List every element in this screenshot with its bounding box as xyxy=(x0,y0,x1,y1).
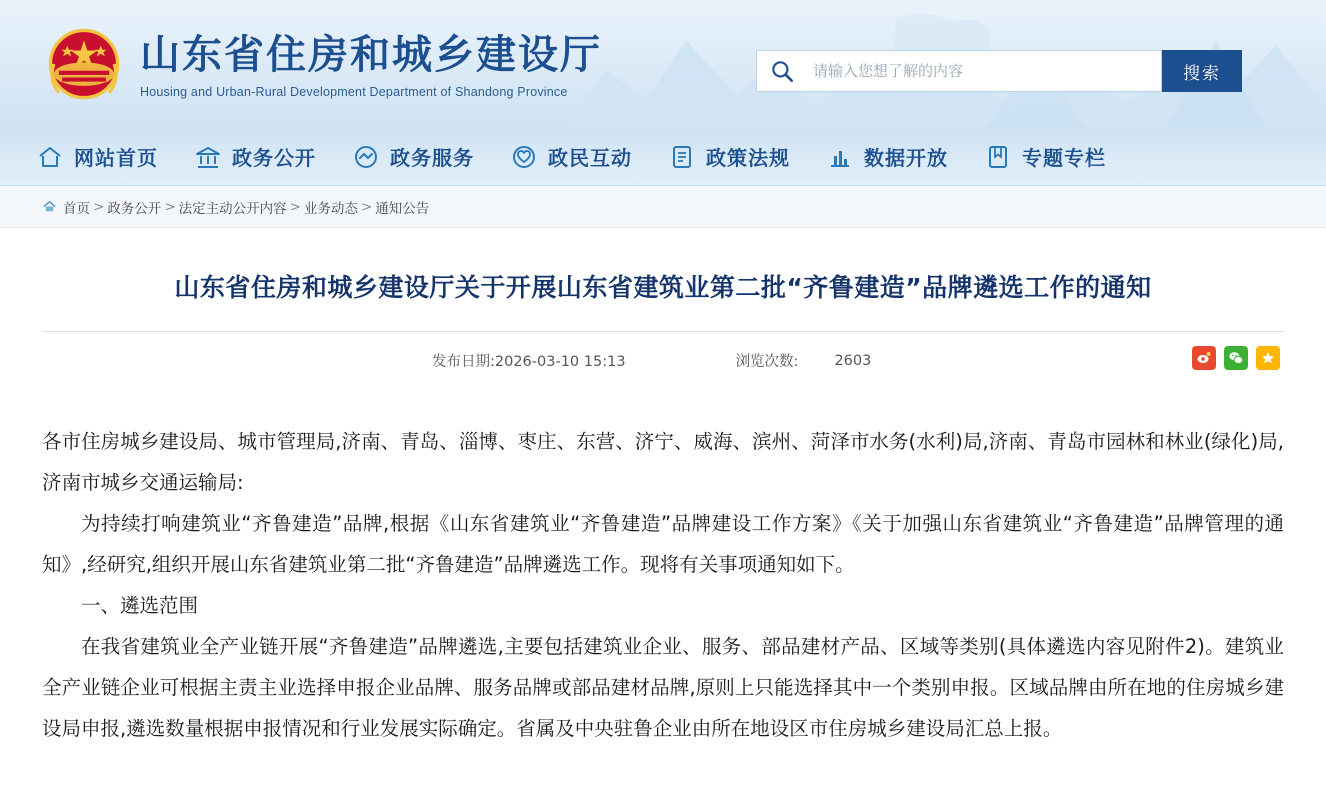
breadcrumb-item-statutory[interactable]: 法定主动公开内容 xyxy=(178,200,287,217)
nav-item-government-disclosure[interactable] xyxy=(194,142,316,171)
site-title-cn: 山东省住房和城乡建设厅 xyxy=(140,32,602,78)
nav-item-government-services[interactable] xyxy=(352,142,474,171)
national-emblem-icon xyxy=(42,22,126,106)
search-area xyxy=(756,50,1242,92)
article-section-heading: 一、遴选范围 xyxy=(81,594,199,617)
publish-date: 发布日期:2026-03-10 15:13 xyxy=(432,354,626,370)
breadcrumb-item-disclosure[interactable]: 政务公开 xyxy=(107,200,162,217)
nav-item-open-data[interactable] xyxy=(826,142,948,171)
handshake-icon xyxy=(352,143,380,171)
share-buttons xyxy=(1192,346,1280,370)
article-body xyxy=(42,385,1284,749)
weibo-share-icon[interactable] xyxy=(1192,346,1216,370)
nav-label: 政民互动 xyxy=(548,146,632,170)
breadcrumb-separator: > xyxy=(164,198,176,215)
breadcrumb-separator: > xyxy=(289,198,301,215)
site-title-block xyxy=(140,29,602,99)
article-meta xyxy=(42,332,1284,385)
nav-label: 数据开放 xyxy=(864,146,948,170)
article-paragraph: 在我省建筑业全产业链开展“齐鲁建造”品牌遴选,主要包括建筑业企业、服务、部品建材产品、区域等类别(具体遴选内容见附件2)。建筑业全产业链企业可根据主责主业选择申报企业品牌、服务品牌或部品建材品牌,原则上只能选择其中一个类别申报。区域品牌由所在地的住房城乡建设局申报,遴选数量根据申报情况和行业发展实际确定。省属及中央驻鲁企业由所在地设区市住房城乡建设局汇总上报。 xyxy=(42,635,1284,740)
search-button[interactable]: 搜索 xyxy=(1162,50,1242,92)
breadcrumb-item-business-news[interactable]: 业务动态 xyxy=(303,200,358,217)
site-title-en: Housing and Urban-Rural Development Department of Shandong Province xyxy=(140,85,568,99)
nav-label: 专题专栏 xyxy=(1022,146,1106,170)
nav-label: 政务公开 xyxy=(232,146,316,170)
article-paragraph: 各市住房城乡建设局、城市管理局,济南、青岛、淄博、枣庄、东营、济宁、威海、滨州、菏泽市水务(水利)局,济南、青岛市园林和林业(绿化)局,济南市城乡交通运输局: xyxy=(42,430,1284,494)
bookmark-icon xyxy=(984,143,1012,171)
main-navigation xyxy=(0,128,1326,186)
page-title: 山东省住房和城乡建设厅关于开展山东省建筑业第二批“齐鲁建造”品牌遴选工作的通知 xyxy=(42,228,1284,332)
nav-item-public-interaction[interactable] xyxy=(510,142,632,171)
search-box[interactable] xyxy=(756,50,1162,92)
breadcrumb xyxy=(0,186,1326,228)
home-icon xyxy=(36,143,64,171)
breadcrumb-item-home[interactable]: 首页 xyxy=(63,200,90,217)
search-icon xyxy=(769,58,795,84)
site-header xyxy=(0,0,1326,128)
breadcrumb-item-announcements[interactable]: 通知公告 xyxy=(375,200,430,217)
chat-heart-icon xyxy=(510,143,538,171)
home-icon xyxy=(42,199,57,214)
breadcrumb-separator: > xyxy=(93,198,105,215)
favorite-star-icon[interactable] xyxy=(1256,346,1280,370)
article-paragraph: 为持续打响建筑业“齐鲁建造”品牌,根据《山东省建筑业“齐鲁建造”品牌建设工作方案》《关于加强山东省建筑业“齐鲁建造”品牌管理的通知》,经研究,组织开展山东省建筑业第二批“齐鲁建造”品牌遴选工作。现将有关事项通知如下。 xyxy=(42,512,1284,576)
search-input[interactable] xyxy=(795,51,1161,91)
nav-label: 政务服务 xyxy=(390,146,474,170)
nav-item-home[interactable] xyxy=(36,142,158,171)
nav-label: 网站首页 xyxy=(74,146,158,170)
nav-item-policies-regulations[interactable] xyxy=(668,142,790,171)
nav-label: 政策法规 xyxy=(706,146,790,170)
wechat-share-icon[interactable] xyxy=(1224,346,1248,370)
bank-icon xyxy=(194,143,222,171)
nav-item-special-columns[interactable] xyxy=(984,142,1106,171)
article-container xyxy=(0,228,1326,749)
chart-icon xyxy=(826,143,854,171)
breadcrumb-separator: > xyxy=(360,198,373,215)
document-icon xyxy=(668,143,696,171)
views-count: 2603 xyxy=(834,352,872,369)
views-label: 浏览次数: xyxy=(735,354,799,370)
